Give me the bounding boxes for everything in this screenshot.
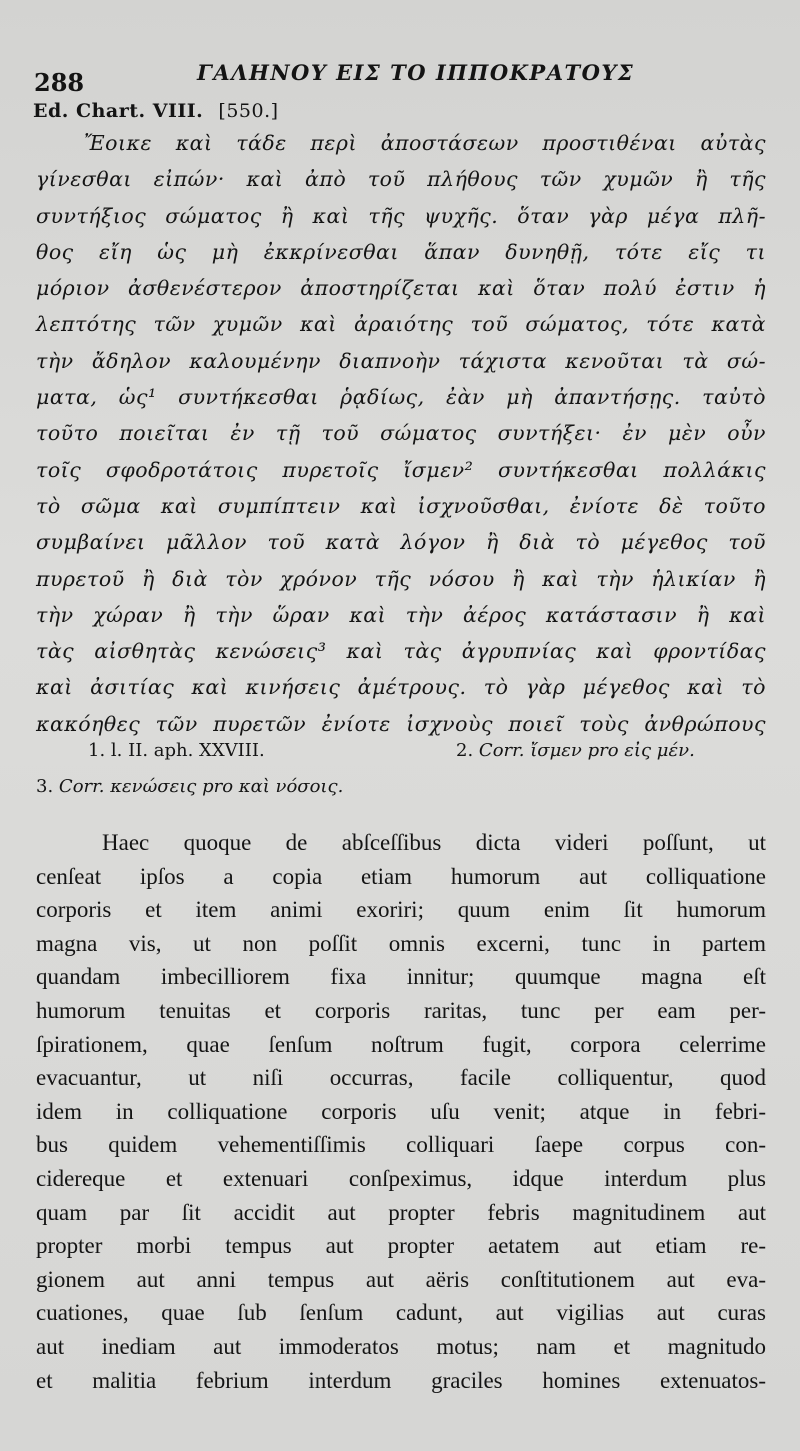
latin-line: evacuantur, ut niſi occurras, facile colliquentur, quod xyxy=(36,1065,766,1091)
latin-line: aut inediam aut immoderatos motus; nam et magnitudo xyxy=(36,1333,766,1359)
latin-line: idem in colliquatione corporis uſu venit; atque in febri- xyxy=(36,1098,766,1124)
latin-line: ſpirationem, quae ſenſum noſtrum fugit, corpora celerrime xyxy=(36,1031,766,1057)
latin-line: bus quidem vehementiſſimis colliquari ſaepe corpus con- xyxy=(36,1132,766,1158)
latin-line: cidereque et extenuari conſpeximus, idque interdum plus xyxy=(36,1165,766,1191)
running-title: ΓΑΛΗΝΟΥ ΕΙΣ ΤΟ ΙΠΠΟΚΡΑΤΟΥΣ xyxy=(197,60,635,85)
greek-line: τοῖς σφοδροτάτοις πυρετοῖς ἴσμεν² συντήκεσθαι πολλάκις xyxy=(36,457,766,482)
footnote-3-number: 3. xyxy=(36,776,54,797)
latin-line: corporis et item animi exoriri; quum enim ſit humorum xyxy=(36,897,766,923)
latin-line: quandam imbecilliorem fixa innitur; quumque magna eſt xyxy=(36,964,766,990)
greek-line: συμβαίνει μᾶλλον τοῦ κατὰ λόγον ἢ διὰ τὸ μέγεθος τοῦ xyxy=(36,530,766,555)
footnotes xyxy=(36,733,766,805)
greek-line: καὶ ἀσιτίας καὶ κινήσεις ἀμέτρους. τὸ γὰρ μέγεθος καὶ τὸ xyxy=(36,675,766,700)
footnote-2-number: 2. xyxy=(456,740,474,761)
latin-line: cuationes, quae ſub ſenſum cadunt, aut vigilias aut curas xyxy=(36,1300,766,1326)
greek-line: λεπτότης τῶν χυμῶν καὶ ἀραιότης τοῦ σώματος, τότε κατὰ xyxy=(36,312,766,337)
latin-line: magna vis, ut non poſſit omnis excerni, tunc in partem xyxy=(36,930,766,956)
latin-text-block xyxy=(36,826,766,1397)
footnote-2-corr: Corr. xyxy=(478,740,525,761)
footnote-3-corr: Corr. xyxy=(58,776,105,797)
latin-line: humorum tenuitas et corporis raritas, tunc per eam per- xyxy=(36,997,766,1023)
footnote-row xyxy=(36,769,766,805)
greek-line: τὴν ἄδηλον καλουμένην διαπνοὴν τάχιστα κενοῦται τὰ σώ- xyxy=(36,348,766,373)
latin-line: cenſeat ipſos a copia etiam humorum aut colliquatione xyxy=(36,863,766,889)
footnote-2 xyxy=(456,733,695,769)
edition-reference xyxy=(33,100,279,122)
page-header xyxy=(32,56,770,100)
latin-line: quam par ſit accidit aut propter febris magnitudinem aut xyxy=(36,1199,766,1225)
greek-line: τὰς αἰσθητὰς κενώσεις³ καὶ τὰς ἀγρυπνίας καὶ φροντίδας xyxy=(36,639,766,664)
page-number: 288 xyxy=(34,68,85,97)
greek-text-block xyxy=(36,125,766,742)
greek-line: γίνεσθαι εἰπών· καὶ ἀπὸ τοῦ πλήθους τῶν χυμῶν ἢ τῆς xyxy=(36,167,766,192)
greek-line: πυρετοῦ ἢ διὰ τὸν χρόνον τῆς νόσου ἢ καὶ τὴν ἡλικίαν ἢ xyxy=(36,566,766,591)
footnote-2-text: ἴσμεν pro εἰς μέν. xyxy=(530,740,695,761)
latin-line: et malitia febrium interdum graciles homines extenuatos- xyxy=(36,1367,766,1393)
greek-line: θος εἴη ὡς μὴ ἐκκρίνεσθαι ἅπαν δυνηθῇ, τότε εἴς τι xyxy=(36,239,766,264)
greek-line: Ἔοικε καὶ τάδε περὶ ἀποστάσεων προστιθέναι αὐτὰς xyxy=(84,131,766,155)
greek-line: τοῦτο ποιεῖται ἐν τῇ τοῦ σώματος συντήξει· ἐν μὲν οὖν xyxy=(36,421,766,446)
greek-line: μόριον ἀσθενέστερον ἀποστηρίζεται καὶ ὅταν πολύ ἐστιν ἡ xyxy=(36,276,766,301)
greek-line: συντήξιος σώματος ἢ καὶ τῆς ψυχῆς. ὅταν γὰρ μέγα πλῆ- xyxy=(36,203,766,228)
edition-label: Ed. Chart. VIII. xyxy=(33,100,204,122)
footnote-1: 1. l. II. aph. XXVIII. xyxy=(88,740,265,761)
greek-line: κακόηθες τῶν πυρετῶν ἐνίοτε ἰσχνοὺς ποιεῖ τοὺς ἀνθρώπους xyxy=(36,711,766,736)
edition-page-bracket: [550.] xyxy=(218,100,279,122)
footnote-3 xyxy=(36,769,343,805)
footnote-row xyxy=(36,733,766,769)
latin-line: gionem aut anni tempus aut aëris conſtitutionem aut eva- xyxy=(36,1266,766,1292)
latin-line: Haec quoque de abſceſſibus dicta videri poſſunt, ut xyxy=(102,830,766,855)
greek-line: τὴν χώραν ἢ τὴν ὥραν καὶ τὴν ἀέρος κατάστασιν ἢ καὶ xyxy=(36,602,766,627)
greek-line: ματα, ὡς¹ συντήκεσθαι ῥᾳδίως, ἐὰν μὴ ἀπαντήσῃς. ταὐτὸ xyxy=(36,385,766,410)
greek-line: τὸ σῶμα καὶ συμπίπτειν καὶ ἰσχνοῦσθαι, ἐνίοτε δὲ τοῦτο xyxy=(36,493,766,518)
latin-line: propter morbi tempus aut propter aetatem aut etiam re- xyxy=(36,1233,766,1259)
footnote-3-text: κενώσεις pro καὶ νόσοις. xyxy=(110,776,344,797)
